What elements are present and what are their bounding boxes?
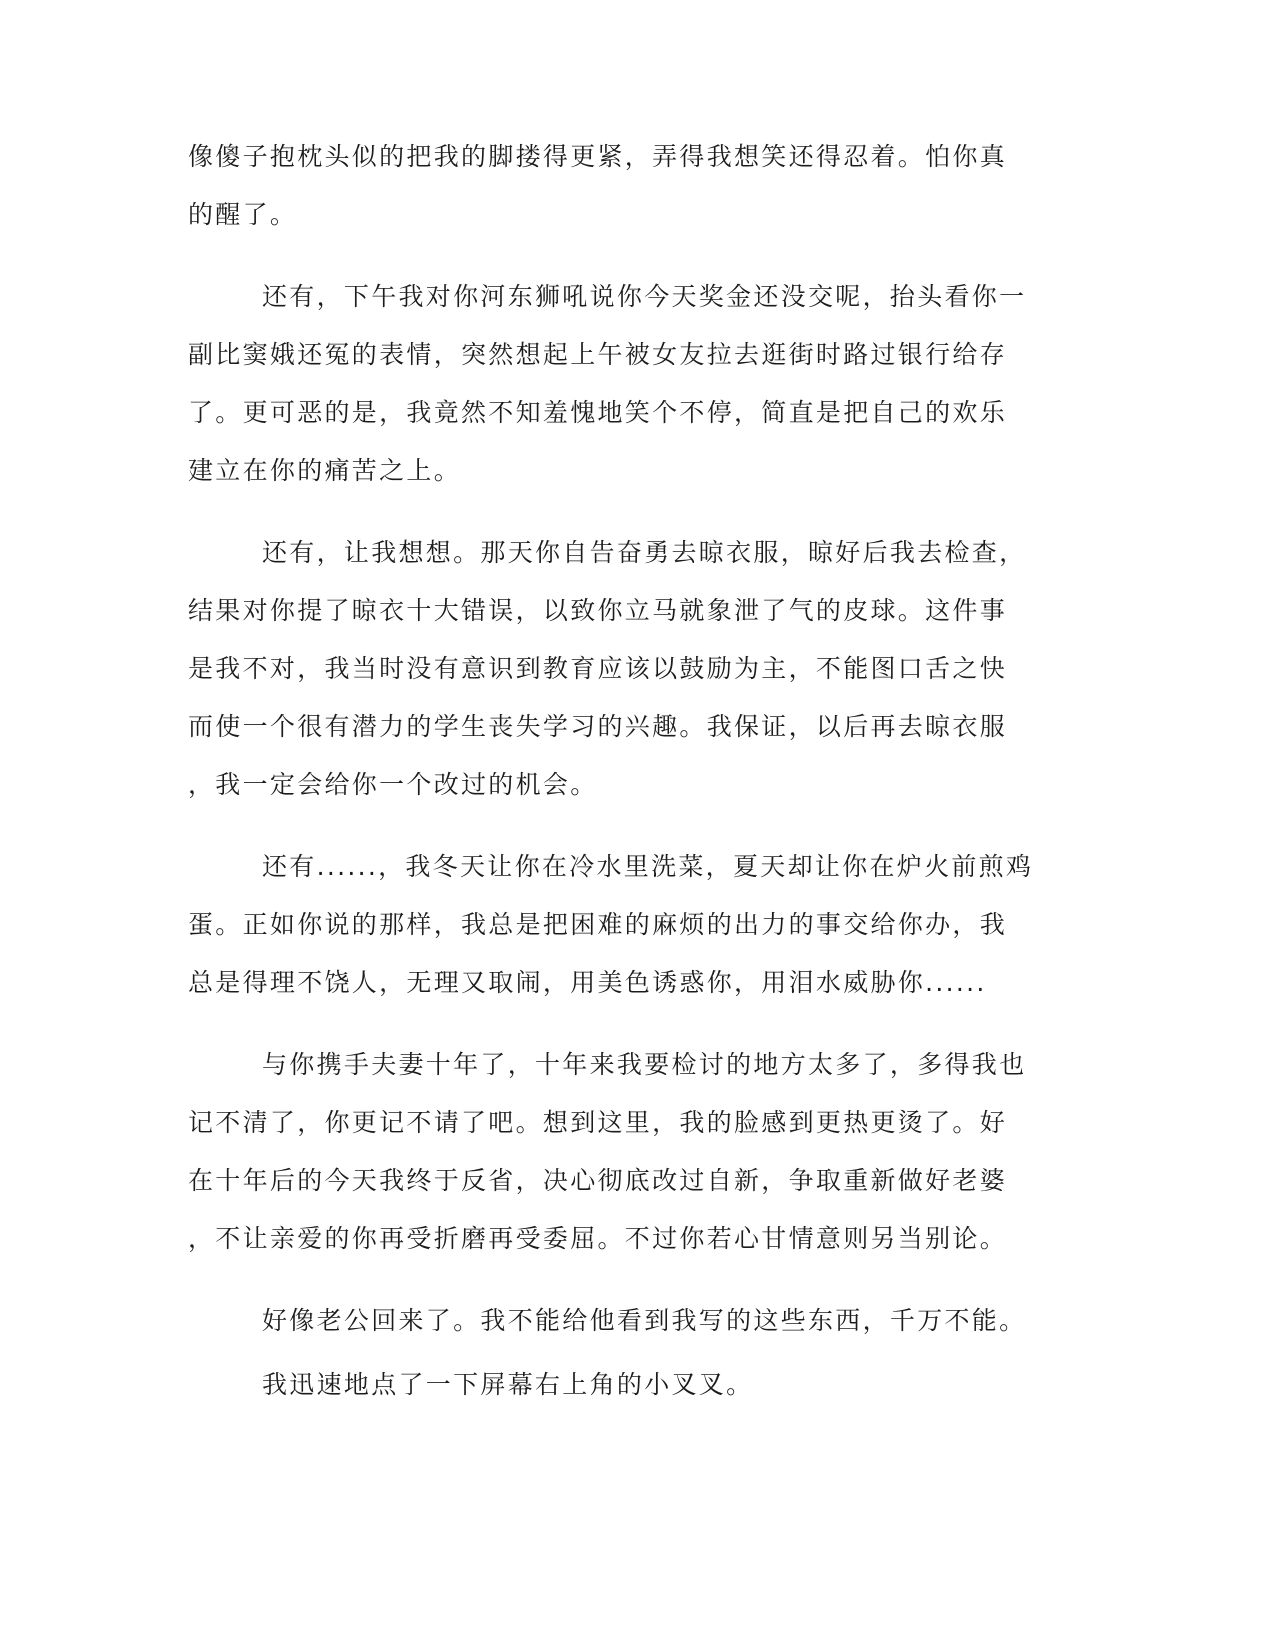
text-line: 的醒了。 xyxy=(188,200,298,229)
text-line: 而使一个很有潜力的学生丧失学习的兴趣。我保证，以后再去晾衣服 xyxy=(188,712,1008,741)
text-line: 结果对你提了晾衣十大错误，以致你立马就象泄了气的皮球。这件事 xyxy=(188,596,1008,625)
text-line: 像傻子抱枕头似的把我的脚搂得更紧，弄得我想笑还得忍着。怕你真 xyxy=(188,142,1008,171)
text-line: 了。更可恶的是，我竟然不知羞愧地笑个不停，简直是把自己的欢乐 xyxy=(188,398,1008,427)
text-line: 还有，下午我对你河东狮吼说你今天奖金还没交呢，抬头看你一 xyxy=(262,282,1027,311)
text-line: 总是得理不饶人，无理又取闹，用美色诱惑你，用泪水威胁你...... xyxy=(188,968,987,997)
text-line: 建立在你的痛苦之上。 xyxy=(188,456,462,485)
text-line: 蛋。正如你说的那样，我总是把困难的麻烦的出力的事交给你办，我 xyxy=(188,910,1008,939)
text-line: 还有，让我想想。那天你自告奋勇去晾衣服，晾好后我去检查， xyxy=(262,538,1027,567)
text-line: 是我不对，我当时没有意识到教育应该以鼓励为主，不能图口舌之快 xyxy=(188,654,1008,683)
text-line: 副比窦娥还冤的表情，突然想起上午被女友拉去逛街时路过银行给存 xyxy=(188,340,1008,369)
text-line: 记不清了，你更记不请了吧。想到这里，我的脸感到更热更烫了。好 xyxy=(188,1108,1008,1137)
text-line: ，我一定会给你一个改过的机会。 xyxy=(188,770,598,799)
text-line: 还有......，我冬天让你在冷水里洗菜，夏天却让你在炉火前煎鸡 xyxy=(262,852,1034,881)
text-line: 我迅速地点了一下屏幕右上角的小叉叉。 xyxy=(262,1370,754,1399)
text-line: 好像老公回来了。我不能给他看到我写的这些东西，千万不能。 xyxy=(262,1306,1027,1335)
text-line: 在十年后的今天我终于反省，决心彻底改过自新，争取重新做好老婆 xyxy=(188,1166,1008,1195)
text-line: ，不让亲爱的你再受折磨再受委屈。不过你若心甘情意则另当别论。 xyxy=(188,1224,1008,1253)
text-line: 与你携手夫妻十年了，十年来我要检讨的地方太多了，多得我也 xyxy=(262,1050,1027,1079)
